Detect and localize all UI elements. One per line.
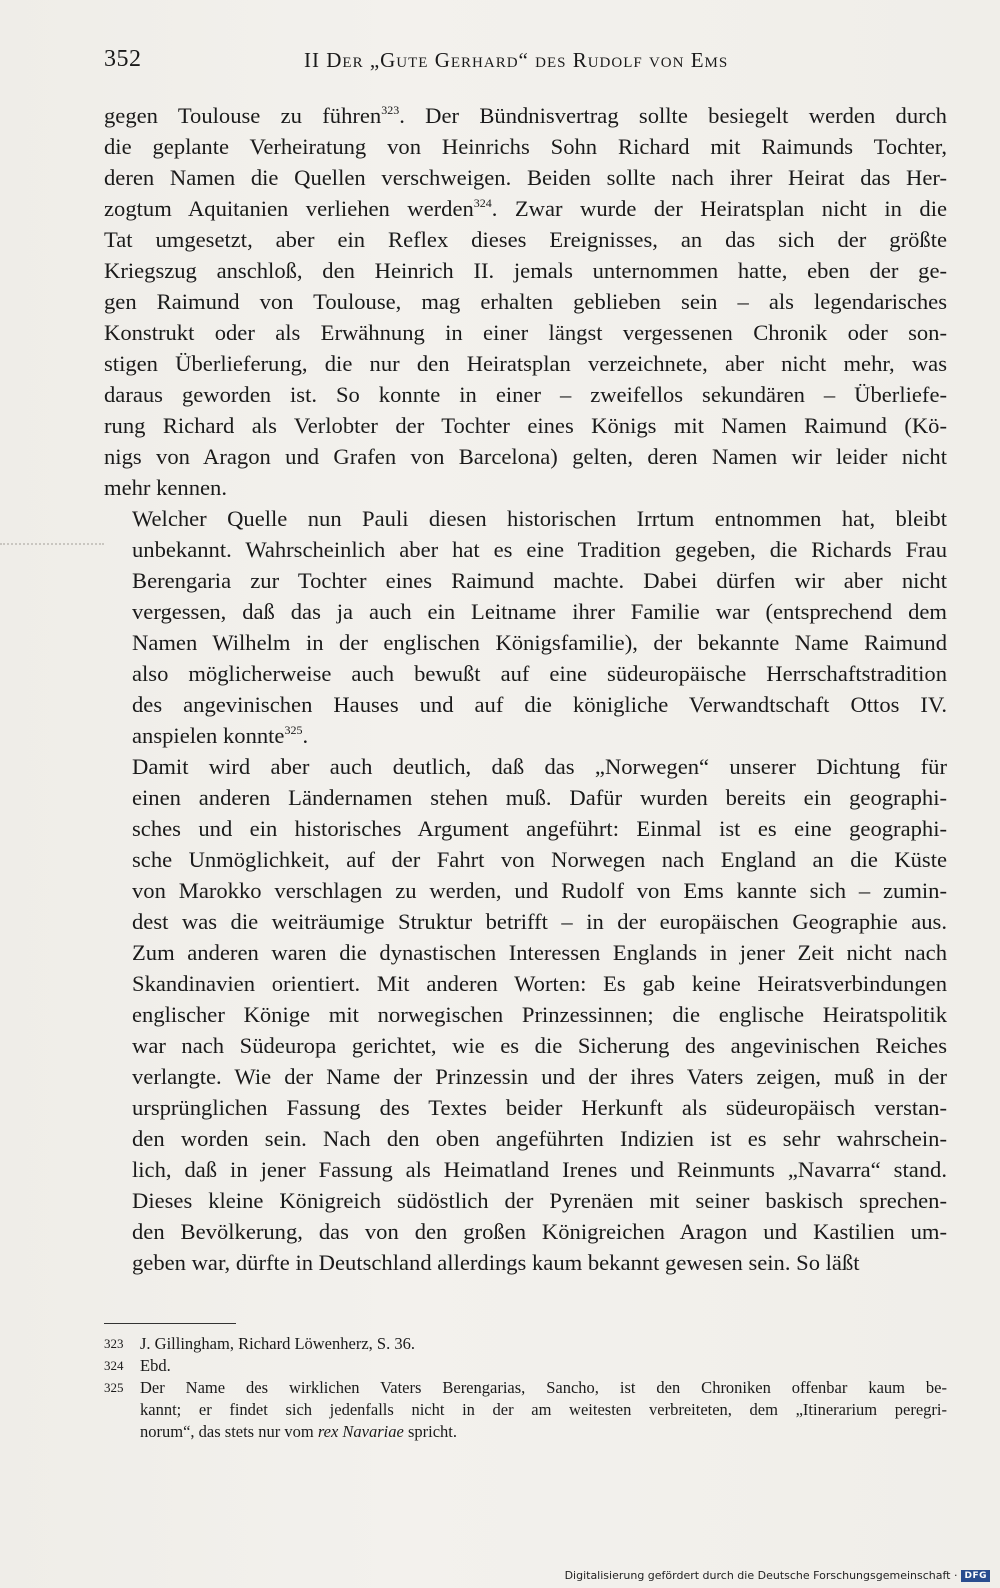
text-line [104,286,947,317]
text-run: Kriegszug anschloß, den Heinrich II. jemals unternommen hatte, eben der ge- [104,258,947,283]
text-line [104,317,947,348]
footnote-text: norum“, das stets nur vom [140,1422,318,1441]
text-run: mehr kennen. [104,475,227,500]
footnote-tail: spricht. [403,1422,457,1441]
text-line [104,1216,947,1247]
dfg-logo: DFG [961,1570,990,1582]
text-run: anspielen konnte [132,723,285,748]
text-run: . [302,723,309,748]
text-run: Skandinavien orientiert. Mit anderen Worten: Es gab keine Heiratsverbindungen [132,971,947,996]
text-run: den Bevölkerung, das von den großen Königreichen Aragon und Kastilien um- [132,1219,947,1244]
text-line [104,1185,947,1216]
footnote-text-last [140,1421,947,1443]
text-run: gegen Toulouse zu führen [104,103,382,128]
text-line [104,503,947,534]
text-line [104,1154,947,1185]
text-run: Namen Wilhelm in der englischen Königsfamilie), der bekannte Name Raimund [132,630,947,655]
text-line [104,751,947,782]
text-run: sche Unmöglichkeit, auf der Fahrt von Norwegen nach England an die Küste [132,847,947,872]
text-run: gen Raimund von Toulouse, mag erhalten geblieben sein – als legendarisches [104,289,947,314]
text-run: Dieses kleine Königreich südöstlich der Pyrenäen mit seiner baskisch sprechen- [132,1188,947,1213]
text-run: Berengaria zur Tochter eines Raimund machte. Dabei dürfen wir aber nicht [132,568,947,593]
footnote-rule [104,1323,236,1324]
footnote-ref: 324 [473,196,492,210]
text-run: stigen Überlieferung, die nur den Heiratsplan verzeichnete, aber nicht mehr, was [104,351,947,376]
text-line [104,534,947,565]
footnote-text: Ebd. [140,1356,171,1375]
text-line [104,906,947,937]
text-line [104,720,947,751]
text-run: . Der Bündnisvertrag sollte besiegelt werden durch [399,103,947,128]
text-line [104,658,947,689]
text-run: Tat umgesetzt, aber ein Reflex dieses Ereignisses, an das sich der größte [104,227,947,252]
text-run: unbekannt. Wahrscheinlich aber hat es eine Tradition gegeben, die Richards Frau [132,537,947,562]
body-text [104,100,947,1278]
text-line [104,441,947,472]
text-line [104,844,947,875]
text-run: . Zwar wurde der Heiratsplan nicht in die [491,196,948,221]
text-run: Welcher Quelle nun Pauli diesen historischen Irrtum entnommen hat, bleibt [132,506,947,531]
page-number: 352 [104,46,142,72]
text-run: den worden sein. Nach den oben angeführten Indizien ist es sehr wahrschein- [132,1126,947,1151]
text-run: Zum anderen waren die dynastischen Interessen Englands in jener Zeit nicht nach [132,940,947,965]
text-run: geben war, dürfte in Deutschland allerdings kaum bekannt gewesen sein. So läßt [132,1250,860,1275]
text-line [104,379,947,410]
text-line [104,875,947,906]
text-run: sches und ein historisches Argument angeführt: Einmal ist es eine geographi- [132,816,947,841]
text-line [104,999,947,1030]
footnote-number: 323 [104,1336,124,1351]
paragraph [104,503,947,751]
paragraph [104,100,947,503]
credit-text: Digitalisierung gefördert durch die Deutsche Forschungsgemeinschaft · [564,1569,958,1582]
text-line [104,1092,947,1123]
text-run: dest was die weiträumige Struktur betrifft – in der europäischen Geographie aus. [132,909,947,934]
text-line [104,968,947,999]
text-line [104,193,947,224]
text-run: lich, daß in jener Fassung als Heimatland Irenes und Reinmunts „Navarra“ stand. [132,1157,947,1182]
footnotes [104,1333,947,1443]
footnote-324 [104,1355,947,1377]
text-line [104,565,947,596]
footnote-text: Der Name des wirklichen Vaters Berengarias, Sancho, ist den Chroniken offenbar kaum be- [140,1378,947,1397]
text-line [104,813,947,844]
text-run: also möglicherweise auch bewußt auf eine südeuropäische Herrschaftstradition [132,661,947,686]
footnote-italic: rex Navariae [317,1422,404,1441]
text-line [104,1247,947,1278]
paragraph [104,751,947,1278]
text-run: rung Richard als Verlobter der Tochter eines Königs mit Namen Raimund (Kö- [104,413,947,438]
running-head: II Der „Gute Gerhard“ des Rudolf von Ems [304,48,729,72]
text-run: von Marokko verschlagen zu werden, und Rudolf von Ems kannte sich – zumin- [132,878,947,903]
footnote-325 [104,1377,947,1443]
page-header [104,46,944,78]
footnote-number: 324 [104,1358,124,1373]
text-line [104,472,947,503]
text-run: englischer Könige mit norwegischen Prinzessinnen; die englische Heiratspolitik [132,1002,947,1027]
footnote-ref: 325 [284,723,303,737]
text-run: zogtum Aquitanien verliehen werden [104,196,474,221]
footnote-number: 325 [104,1380,124,1395]
text-run: ursprünglichen Fassung des Textes beider Herkunft als südeuropäisch verstan- [132,1095,947,1120]
text-run: des angevinischen Hauses und auf die königliche Verwandtschaft Ottos IV. [132,692,947,717]
text-line [104,937,947,968]
text-line [104,1030,947,1061]
text-line [104,131,947,162]
text-line [104,162,947,193]
text-run: vergessen, daß das ja auch ein Leitname ihrer Familie war (entsprechend dem [132,599,947,624]
text-run: die geplante Verheiratung von Heinrichs Sohn Richard mit Raimunds Tochter, [104,134,947,159]
text-line [104,596,947,627]
text-run: einen anderen Ländernamen stehen muß. Dafür wurden bereits ein geographi- [132,785,947,810]
text-line [104,689,947,720]
bleed-through-divider [0,543,104,546]
text-run: verlangte. Wie der Name der Prinzessin und der ihres Vaters zeigen, muß in der [132,1064,947,1089]
text-run: Konstrukt oder als Erwähnung in einer längst vergessenen Chronik oder son- [104,320,947,345]
text-line [104,224,947,255]
text-run: war nach Südeuropa gerichtet, wie es die Sicherung des angevinischen Reiches [132,1033,947,1058]
text-line [104,255,947,286]
text-run: daraus geworden ist. So konnte in einer – zweifellos sekundären – Überliefe- [104,382,947,407]
text-run: deren Namen die Quellen verschweigen. Beiden sollte nach ihrer Heirat das Her- [104,165,947,190]
text-run: Damit wird aber auch deutlich, daß das „Norwegen“ unserer Dichtung für [132,754,947,779]
text-line [104,1061,947,1092]
footnote-text: J. Gillingham, Richard Löwenherz, S. 36. [140,1334,415,1353]
text-line [104,1123,947,1154]
text-line [104,348,947,379]
text-line [104,782,947,813]
text-run: nigs von Aragon und Grafen von Barcelona) gelten, deren Namen wir leider nicht [104,444,947,469]
text-line [104,100,947,131]
text-line [104,627,947,658]
footnote-ref: 323 [381,103,400,117]
text-line [104,410,947,441]
footnote-323 [104,1333,947,1355]
footnote-text: kannt; er findet sich jedenfalls nicht in der am weitesten verbreiteten, dem „Itinerarium peregri- [140,1400,947,1419]
dfg-credit [565,1569,990,1582]
